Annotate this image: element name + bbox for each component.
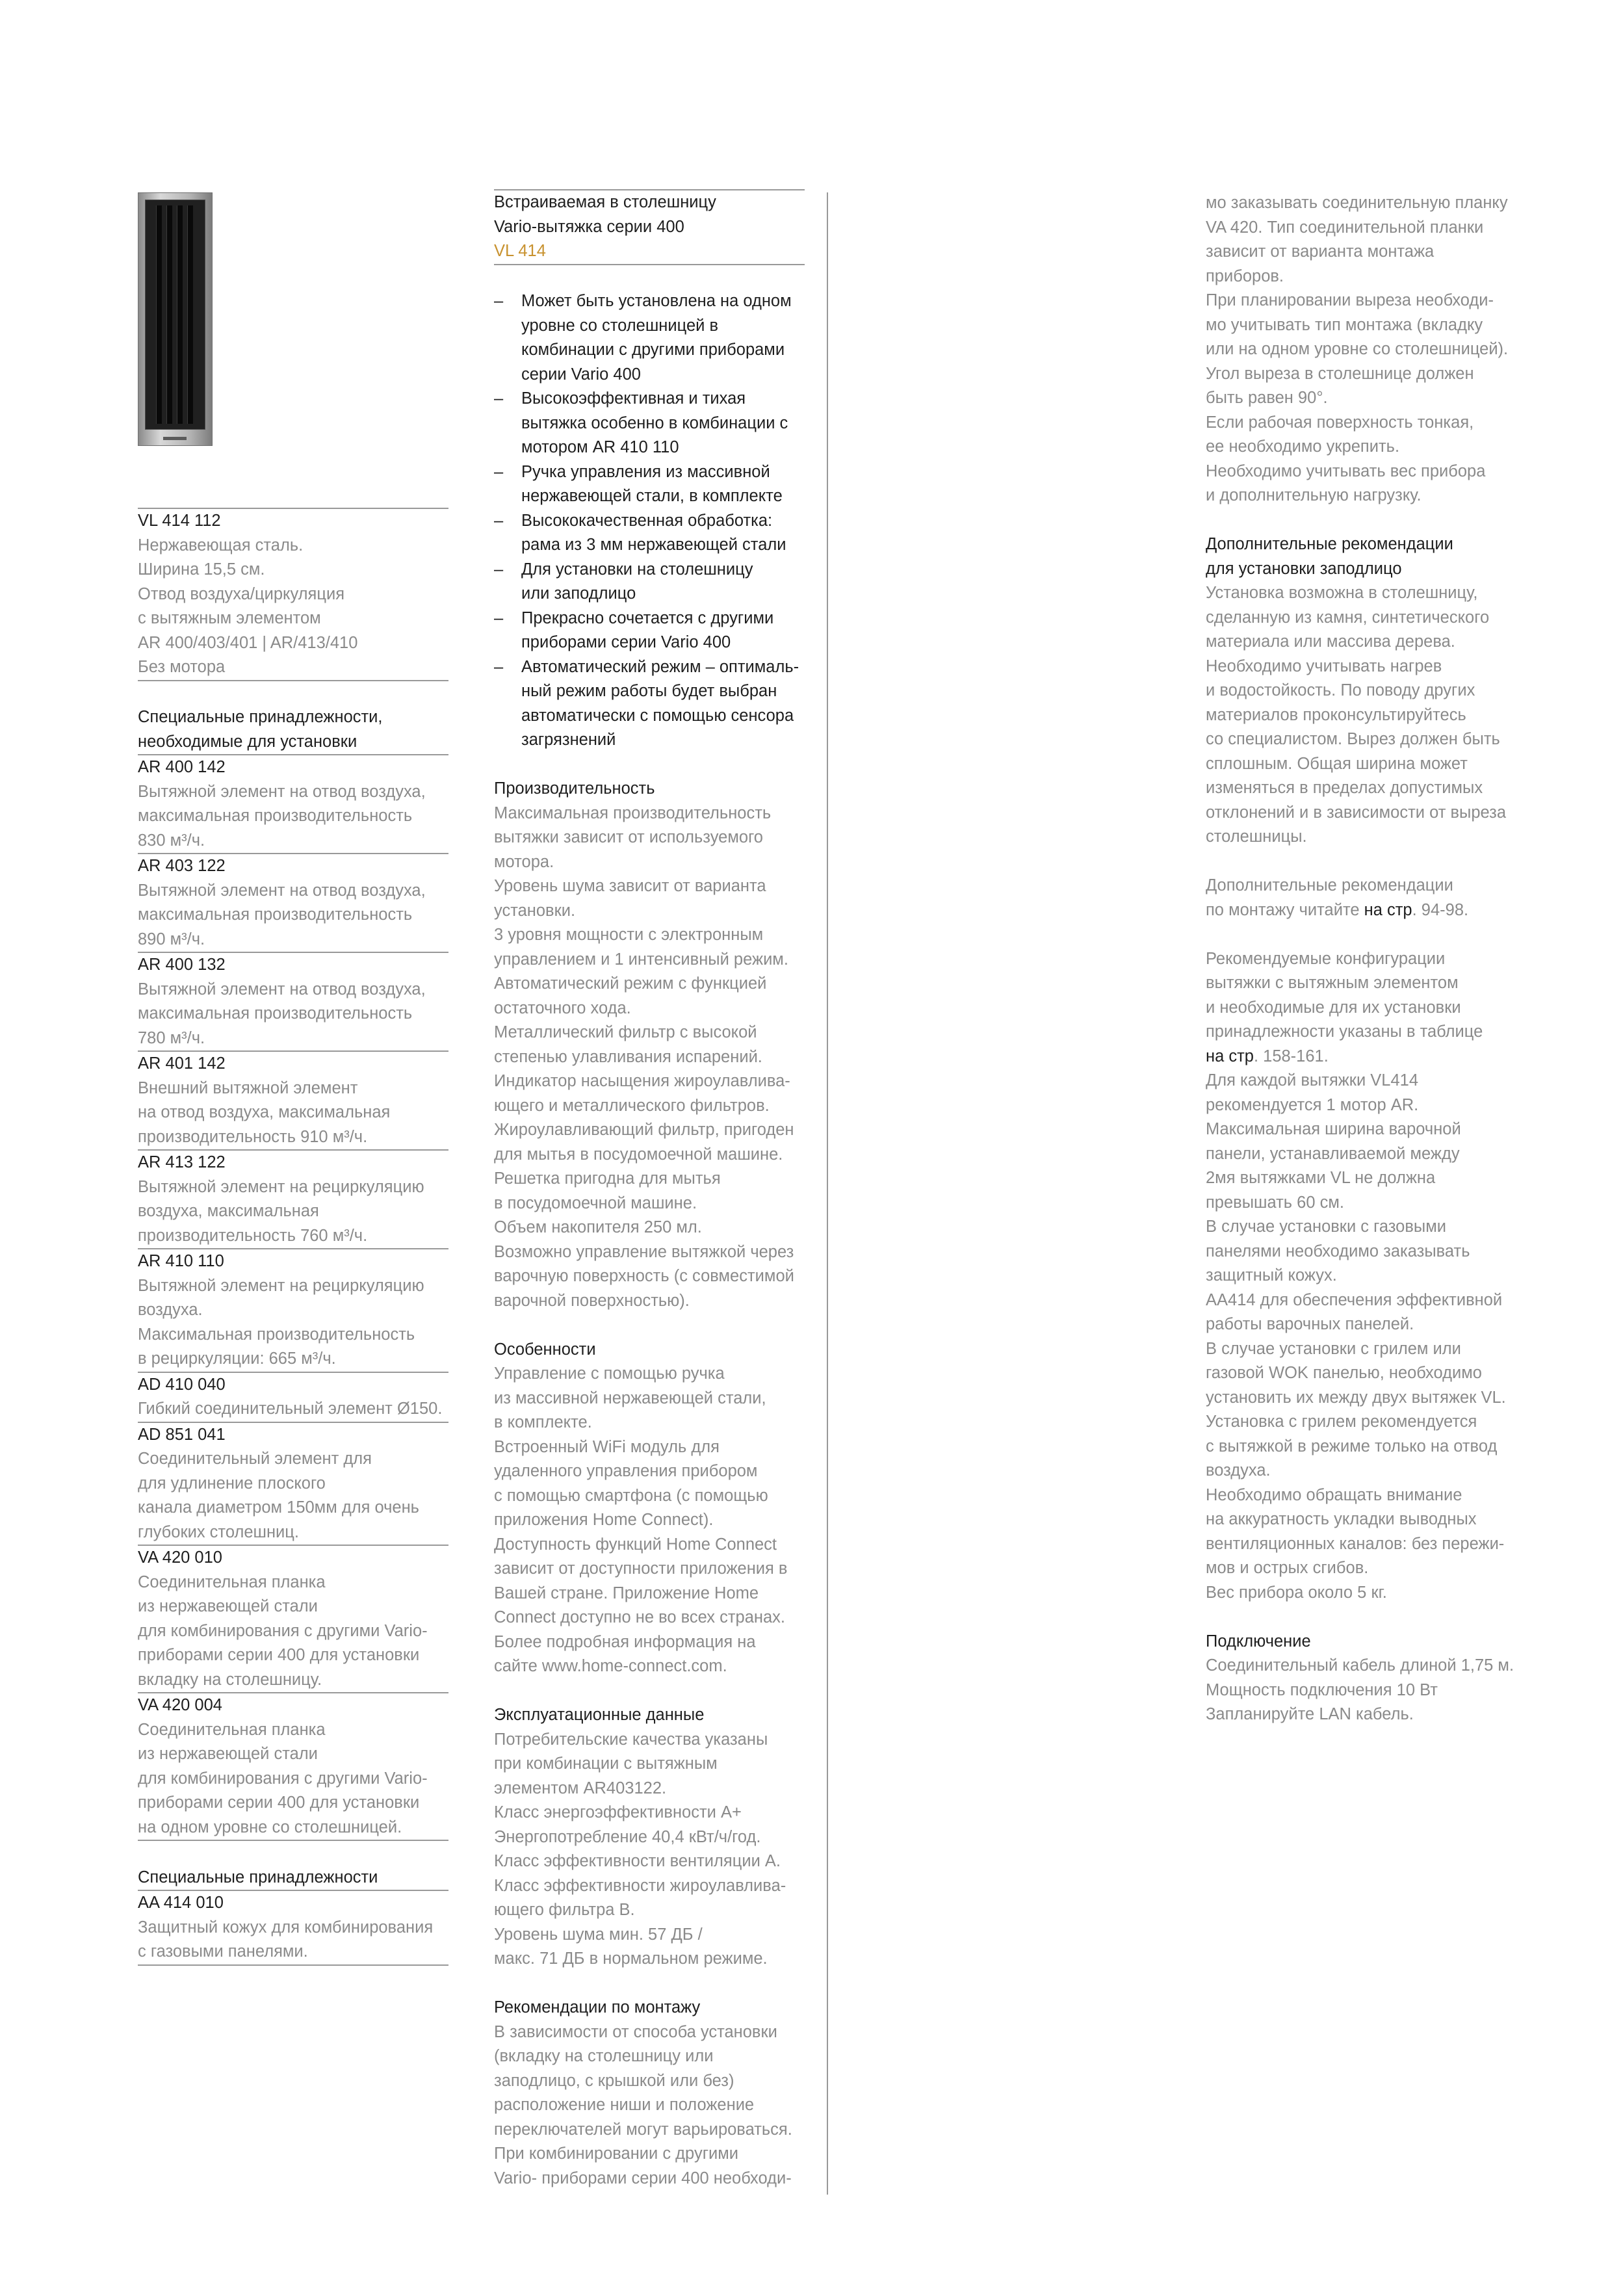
flush-section [1206, 581, 1518, 850]
accessory-code: AR 403 122 [138, 857, 226, 875]
accessory-desc: Соединительная планка [138, 1720, 326, 1739]
section-line: Вашей стране. Приложение Home [494, 1584, 759, 1602]
config-page-ref: на стр. 158-161. [1206, 1047, 1329, 1065]
accessory-code: AR 410 110 [138, 1252, 224, 1270]
section-line: Установка с грилем рекомендуется [1206, 1413, 1477, 1431]
section-line: материалов проконсультируйтесь [1206, 705, 1466, 724]
feature-line: Может быть установлена на одном [521, 292, 792, 310]
section-line: Если рабочая поверхность тонкая, [1206, 413, 1474, 432]
accessory-item [138, 1423, 448, 1546]
accessory-item [138, 1693, 448, 1841]
section-line: принадлежности указаны в таблице [1206, 1023, 1483, 1041]
section-line: ющего фильтра B. [494, 1901, 635, 1919]
section-line: изменяться в пределах допустимых [1206, 779, 1483, 797]
accessory-desc: максимальная производительность [138, 906, 413, 924]
section-line: Возможно управление вытяжкой через [494, 1242, 794, 1261]
accessory-desc: Внешний вытяжной элемент [138, 1078, 358, 1097]
feature-bullet [494, 558, 805, 607]
column-divider [827, 192, 828, 2195]
section-heading: Особенности [494, 1340, 596, 1359]
section-line: на аккуратность укладки выводных [1206, 1510, 1477, 1528]
feature-line: Высококачественная обработка: [521, 511, 773, 530]
section-line: Класс эффективности жироулавлива- [494, 1876, 786, 1895]
section-line: степенью улавливания испарений. [494, 1047, 762, 1066]
section-line: и необходимые для их установки [1206, 998, 1461, 1017]
section-line: зависит от варианта монтажа [1206, 242, 1435, 261]
section-line: расположение ниши и положение [494, 2096, 755, 2114]
accessory-desc: Вытяжной элемент на отвод воздуха, [138, 881, 426, 900]
section-heading: Эксплуатационные данные [494, 1706, 705, 1724]
accessory-desc: 780 м³/ч. [138, 1026, 448, 1052]
section-line: AA414 для обеспечения эффективной [1206, 1290, 1503, 1309]
section-line: ее необходимо укрепить. [1206, 437, 1400, 456]
accessory-item [138, 1151, 448, 1249]
section-line: установить их между двух вытяжек VL. [1206, 1388, 1506, 1407]
accessories-required-list [138, 755, 448, 1841]
accessory-desc: воздуха, максимальная [138, 1202, 319, 1220]
section-line: Класс энергоэффективности A+ [494, 1803, 742, 1821]
config-page-ref-link[interactable]: на стр [1206, 1047, 1254, 1065]
performance-section [494, 777, 805, 1313]
accessory-desc: канала диаметром 150мм для очень [138, 1498, 419, 1517]
accessory-code: AR 413 122 [138, 1153, 226, 1171]
section-line: остаточного хода. [494, 998, 631, 1017]
section-line: Индикатор насыщения жироулавлива- [494, 1072, 790, 1090]
feature-line: загрязнений [521, 731, 616, 749]
section-line: 2мя вытяжками VL не должна [1206, 1169, 1436, 1187]
section-line: в посудомоечной машине. [494, 1194, 697, 1212]
section-line: При планировании выреза необходи- [1206, 291, 1494, 309]
section-line: газовой WOK панелью, необходимо [1206, 1364, 1482, 1382]
section-line: Автоматический режим с функцией [494, 974, 767, 993]
accessory-desc: Соединительный элемент для [138, 1450, 372, 1468]
section-line: 3 уровня мощности с электронным [494, 926, 764, 944]
bullet-dash: – [494, 462, 504, 481]
section-line: Необходимо учитывать нагрев [1206, 657, 1442, 675]
product-image [138, 192, 213, 446]
feature-line: серии Vario 400 [521, 365, 641, 384]
section-line: Объем накопителя 250 мл. [494, 1218, 702, 1236]
accessory-desc: воздуха. [138, 1301, 203, 1319]
accessory-desc: приборами серии 400 для установки [138, 1646, 420, 1664]
section-line: из массивной нержавеющей стали, [494, 1389, 766, 1407]
section-line: быть равен 90°. [1206, 389, 1328, 407]
feature-line: или заподлицо [521, 584, 636, 603]
section-line: варочной поверхностью). [494, 1291, 690, 1310]
feature-line: Прекрасно сочетается с другими [521, 608, 774, 627]
features-section [494, 1338, 805, 1679]
section-line: работы варочных панелей. [1206, 1315, 1414, 1333]
section-line: Мощность подключения 10 Вт [1206, 1680, 1438, 1699]
feature-line: уровне со столешницей в [521, 316, 719, 335]
section-line: Запланируйте LAN кабель. [1206, 1705, 1414, 1723]
bullet-dash: – [494, 511, 504, 530]
accessory-item [138, 854, 448, 953]
accessory-code: VA 420 010 [138, 1548, 222, 1567]
connection-heading: Подключение [1206, 1632, 1311, 1650]
section-heading: Рекомендации по монтажу [494, 1998, 701, 2016]
accessory-code: AR 400 132 [138, 956, 226, 974]
section-line: со специалистом. Вырез должен быть [1206, 730, 1500, 748]
section-line: При комбинировании с другими [494, 2145, 739, 2163]
feature-bullet [494, 387, 805, 460]
section-line: управлением и 1 интенсивный режим. [494, 950, 788, 969]
right-column: мо заказывать соединительную планку VA 420. Тип соединительной планки зависит от варианта монтажа приборов. При планировании выреза необходи- мо учитывать тип монтажа (вкладку или на одном уровне со столешницей). Угол выреза в столешнице должен быть равен 90°. Если рабочая поверхность тонкая, ее необходимо укрепить. Необходимо учитывать вес прибора и дополнительную нагрузку. Дополнительные рекомендации для установки заподлицо Установка возможна в столешницу, сделанную из камня, синтетического материала или массива дерева. Необходимо учитывать нагрев и водостойкость. По поводу других материалов проконсультируйтесь со специалистом. Вырез должен быть сплошным. Общая ширина может изменяться в пределах допустимых отклонений и в зависимости от выреза столешницы. Дополнительные рекомендации по монтажу читайте на стр. 94-98. Рекомендуемые конфигурации вытяжки с вытяжным элементом и необходимые для их установки принадлежности указаны в таблице на стр. 158-161. Для каждой вытяжки VL414 рекомендуется 1 мотор AR. Максимальная ширина варочной панели, устанавливаемой между 2мя вытяжками VL не должна превышать 60 см. В случае установки с газовыми панелями необходимо заказывать защитный кожух. AA414 для обеспечения эффективной работы варочных панелей. В случае установки с грилем или газовой WOK панелью, необходимо установить их между двух вытяжек VL. Установка с грилем рекомендуется с вытяжкой в режиме только на отвод воздуха. Необходимо обращать внимание на аккуратность укладки выводных вентиляционных каналов: без пережи- мов и острых сгибов. Вес прибора около 5 кг. Подключение Соединительный кабель длиной 1,75 м. Мощность подключения 10 Вт Запланируйте LAN кабель. [1206, 191, 1518, 1727]
accessory-item [138, 755, 448, 854]
section-line: вытяжки зависит от используемого [494, 828, 763, 846]
section-line: Доступность функций Home Connect [494, 1535, 777, 1554]
feature-bullet [494, 509, 805, 558]
section-line: Потребительские качества указаны [494, 1730, 768, 1749]
section-line: Максимальная ширина варочной [1206, 1120, 1461, 1138]
installation-section [494, 1996, 805, 2191]
feature-line: вытяжка особенно в комбинации с [521, 413, 788, 432]
section-line: панели, устанавливаемой между [1206, 1144, 1460, 1163]
accessories-special-list [138, 1891, 448, 1966]
section-line: превышать 60 см. [1206, 1193, 1344, 1212]
section-heading: Производительность [494, 779, 655, 798]
feature-line: рама из 3 мм нержавеющей стали [521, 536, 786, 554]
section-line: (вкладку на столешницу или [494, 2047, 714, 2065]
feature-bullet [494, 289, 805, 387]
accessory-desc: на отвод воздуха, максимальная [138, 1103, 391, 1121]
feature-bullet [494, 607, 805, 655]
section-line: Жироулавливающий фильтр, пригоден [494, 1121, 794, 1139]
section-line: приложения Home Connect). [494, 1511, 714, 1529]
accessory-desc: Соединительная планка [138, 1572, 326, 1591]
section-line: В случае установки с грилем или [1206, 1339, 1461, 1358]
section-line: в комплекте. [494, 1413, 592, 1431]
accessory-desc: вкладку на столешницу. [138, 1668, 448, 1694]
accessory-desc: для комбинирования с другими Vario- [138, 1769, 428, 1788]
section-line: ющего и металлического фильтров. [494, 1096, 770, 1115]
feature-line: Автоматический режим – оптималь- [521, 657, 799, 676]
bullet-dash: – [494, 292, 504, 310]
more-info-line1: Дополнительные рекомендации [1206, 876, 1453, 894]
accessory-desc: с газовыми панелями. [138, 1940, 448, 1966]
accessory-code: AR 401 142 [138, 1054, 226, 1073]
section-line: Connect доступно не во всех странах. [494, 1608, 785, 1626]
product-model: VL 414 112 [138, 512, 221, 530]
section-line: столешницы. [1206, 828, 1307, 846]
section-line: мов и острых сгибов. [1206, 1559, 1369, 1577]
bullet-dash: – [494, 560, 504, 579]
section-line: с вытяжкой в режиме только на отвод [1206, 1437, 1498, 1455]
section-line: панелями необходимо заказывать [1206, 1242, 1470, 1260]
section-line: для мытья в посудомоечной машине. [494, 1145, 783, 1164]
section-line: зависит от доступности приложения в [494, 1559, 788, 1578]
section-line: материала или массива дерева. [1206, 633, 1455, 651]
section-line: Решетка пригодна для мытья [494, 1169, 721, 1188]
operating-section [494, 1703, 805, 1972]
section-line: Класс эффективности вентиляции A. [494, 1852, 781, 1870]
accessory-desc: глубоких столешниц. [138, 1520, 448, 1546]
section-line: Vario- приборами серии 400 необходи- [494, 2169, 792, 2187]
section-line: В зависимости от способа установки [494, 2022, 777, 2041]
accessory-code: AA 414 010 [138, 1894, 224, 1912]
accessory-item [138, 1891, 448, 1966]
config-notes [1206, 1069, 1518, 1605]
feature-line: автоматически с помощью сенсора [521, 706, 794, 725]
title-line2: Vario-вытяжка серии 400 [494, 217, 684, 236]
section-line: Установка возможна в столешницу, [1206, 584, 1478, 602]
section-line: Энергопотребление 40,4 кВт/ч/год. [494, 1827, 761, 1846]
section-line: Максимальная производительность [494, 803, 772, 822]
section-line: и водостойкость. По поводу других [1206, 681, 1475, 699]
feature-line: Ручка управления из массивной [521, 462, 770, 481]
feature-line: ный режим работы будет выбран [521, 682, 777, 700]
product-specs: Нержавеющая сталь. Ширина 15,5 см. Отвод воздуха/циркуляция с вытяжным элементом AR 400/403/401 | AR/413/410 Без мотора [138, 534, 448, 681]
accessory-item [138, 1546, 448, 1693]
accessory-desc: Вытяжной элемент на отвод воздуха, [138, 980, 426, 998]
section-line: варочную поверхность (с совместимой [494, 1267, 794, 1285]
accessory-desc: из нержавеющей стали [138, 1745, 318, 1763]
accessory-desc: для удлинение плоского [138, 1474, 326, 1493]
accessory-desc: 830 м³/ч. [138, 829, 448, 855]
title-model: VL 414 [494, 239, 805, 265]
section-line: удаленного управления прибором [494, 1462, 758, 1480]
section-line: Металлический фильтр с высокой [494, 1023, 757, 1041]
installation-continued [1206, 191, 1518, 508]
section-line: мотора. [494, 852, 554, 871]
section-line: с помощью смартфона (с помощью [494, 1486, 768, 1505]
bullet-dash: – [494, 389, 504, 408]
section-line: Необходимо учитывать вес прибора [1206, 462, 1486, 480]
accessory-desc: Вытяжной элемент на рециркуляцию [138, 1276, 424, 1295]
accessory-desc: на одном уровне со столешницей. [138, 1816, 448, 1842]
section-line: и дополнительную нагрузку. [1206, 486, 1422, 504]
accessory-desc: приборами серии 400 для установки [138, 1794, 420, 1812]
feature-line: комбинации с другими приборами [521, 341, 785, 359]
section-line: Уровень шума мин. 57 ДБ / [494, 1925, 703, 1944]
feature-bullet [494, 460, 805, 509]
accessory-desc: в рециркуляции: 665 м³/ч. [138, 1347, 448, 1373]
section-line: В случае установки с газовыми [1206, 1218, 1446, 1236]
accessory-desc: максимальная производительность [138, 807, 413, 825]
page-ref-link[interactable]: на стр [1364, 900, 1412, 919]
accessory-code: VA 420 004 [138, 1696, 222, 1714]
title-line1: Встраиваемая в столешницу [494, 193, 716, 211]
section-line: при комбинации с вытяжным [494, 1755, 718, 1773]
feature-bullet [494, 655, 805, 753]
accessory-desc: Максимальная производительность [138, 1325, 415, 1344]
accessory-desc: максимальная производительность [138, 1004, 413, 1023]
section-line: установки. [494, 901, 576, 920]
section-line: сайте www.home-connect.com. [494, 1657, 727, 1675]
feature-line: Высокоэффективная и тихая [521, 389, 746, 408]
accessory-desc: Защитный кожух для комбинирования [138, 1918, 434, 1937]
feature-line: Для установки на столешницу [521, 560, 753, 579]
flush-heading: Дополнительные рекомендации [1206, 535, 1453, 553]
section-line: VA 420. Тип соединительной планки [1206, 218, 1484, 237]
accessory-desc: Вытяжной элемент на отвод воздуха, [138, 782, 426, 801]
section-line: мо заказывать соединительную планку [1206, 194, 1508, 212]
accessory-desc: для комбинирования с другими Vario- [138, 1621, 428, 1640]
section-line: элементом AR403122. [494, 1779, 667, 1797]
feature-line: нержавеющей стали, в комплекте [521, 487, 783, 505]
accessory-desc: производительность 910 м³/ч. [138, 1125, 448, 1151]
accessory-desc: 890 м³/ч. [138, 928, 448, 954]
accessory-desc: Вытяжной элемент на рециркуляцию [138, 1177, 424, 1196]
more-info-line2: по монтажу читайте на стр. 94-98. [1206, 900, 1469, 919]
accessory-desc: из нержавеющей стали [138, 1597, 318, 1615]
accessory-desc: Гибкий соединительный элемент Ø150. [138, 1397, 448, 1423]
section-line: Угол выреза в столешнице должен [1206, 364, 1474, 383]
section-line: заподлицо, с крышкой или без) [494, 2071, 734, 2090]
accessory-item [138, 1373, 448, 1423]
section-line: Необходимо обращать внимание [1206, 1485, 1462, 1504]
accessory-desc: производительность 760 м³/ч. [138, 1224, 448, 1250]
section-line: отклонений и в зависимости от выреза [1206, 803, 1507, 822]
section-line: Более подробная информация на [494, 1632, 756, 1651]
middle-column [494, 189, 805, 2191]
accessory-item [138, 1052, 448, 1151]
section-line: переключателей могут варьироваться. [494, 2120, 792, 2139]
section-line: Для каждой вытяжки VL414 [1206, 1071, 1419, 1089]
accessories-required-heading: Специальные принадлежности, [138, 708, 383, 726]
left-column: VL 414 112 Нержавеющая сталь. Ширина 15,5 см. Отвод воздуха/циркуляция с вытяжным элементом AR 400/403/401 | AR/413/410 Без мотора Специальные принадлежности, необходимые для установки AR 400 142 Вытяжной элемент на отвод воздуха, максимальная производительность 830 м³/ч. AR 403 122 Вытяжной элемент на отвод воздуха, максимальная производительность 890 м³/ч. AR 400 132 Вытяжной элемент на отвод воздуха, максимальная производительность 780 м³/ч. AR 401 142 Внешний вытяжной элемент на отвод воздуха, максимальная производительность 910 м³/ч. AR 413 122 Вытяжной элемент на рециркуляцию воздуха, максимальная производительность 760 м³/ч. AR 410 110 Вытяжной элемент на рециркуляцию воздуха. Максимальная производительность в рециркуляции: 665 м³/ч. AD 410 040 Гибкий соединительный элемент Ø150. AD 851 041 Соединительный элемент для для удлинение плоского канала диаметром 150мм для очень глубоких столешниц. VA 420 010 Соединительная планка из нержавеющей стали для комбинирования с другими Vario- приборами серии 400 для установки вкладку на столешницу. VA 420 004 Соединительная планка из нержавеющей стали для комбинирования с другими Vario- приборами серии 400 для установки на одном уровне со столешницей. Специальные принадлежности AA 414 010 Защитный кожух для комбинирования с газовыми панелями. [138, 508, 448, 1966]
section-line: Управление с помощью ручка [494, 1364, 725, 1383]
section-line: рекомендуется 1 мотор AR. [1206, 1095, 1419, 1114]
section-line: воздуха. [1206, 1461, 1271, 1480]
accessory-item [138, 953, 448, 1052]
bullet-dash: – [494, 608, 504, 627]
features-list [494, 289, 805, 753]
accessory-item [138, 1249, 448, 1373]
section-line: сплошным. Общая ширина может [1206, 754, 1468, 773]
section-line: вентиляционных каналов: без пережи- [1206, 1534, 1505, 1553]
feature-line: мотором AR 410 110 [521, 438, 679, 456]
section-line: защитный кожух. [1206, 1266, 1337, 1285]
accessory-code: AR 400 142 [138, 758, 226, 776]
bullet-dash: – [494, 657, 504, 676]
section-line: мо учитывать тип монтажа (вкладку [1206, 315, 1483, 334]
section-line: Соединительный кабель длиной 1,75 м. [1206, 1656, 1514, 1675]
connection-section [1206, 1654, 1518, 1727]
config-section [1206, 947, 1518, 1045]
accessory-code: AD 851 041 [138, 1425, 226, 1444]
section-line: или на одном уровне со столешницей). [1206, 340, 1509, 358]
feature-line: приборами серии Vario 400 [521, 633, 731, 651]
accessory-code: AD 410 040 [138, 1375, 226, 1394]
section-line: приборов. [1206, 267, 1284, 285]
section-line: макс. 71 ДБ в нормальном режиме. [494, 1950, 768, 1968]
section-line: Вес прибора около 5 кг. [1206, 1583, 1387, 1602]
accessories-special-heading: Специальные принадлежности [138, 1866, 448, 1892]
section-line: сделанную из камня, синтетического [1206, 608, 1490, 627]
section-line: вытяжки с вытяжным элементом [1206, 974, 1459, 992]
section-line: Рекомендуемые конфигурации [1206, 949, 1446, 968]
section-line: Встроенный WiFi модуль для [494, 1437, 720, 1456]
section-line: Уровень шума зависит от варианта [494, 877, 766, 895]
